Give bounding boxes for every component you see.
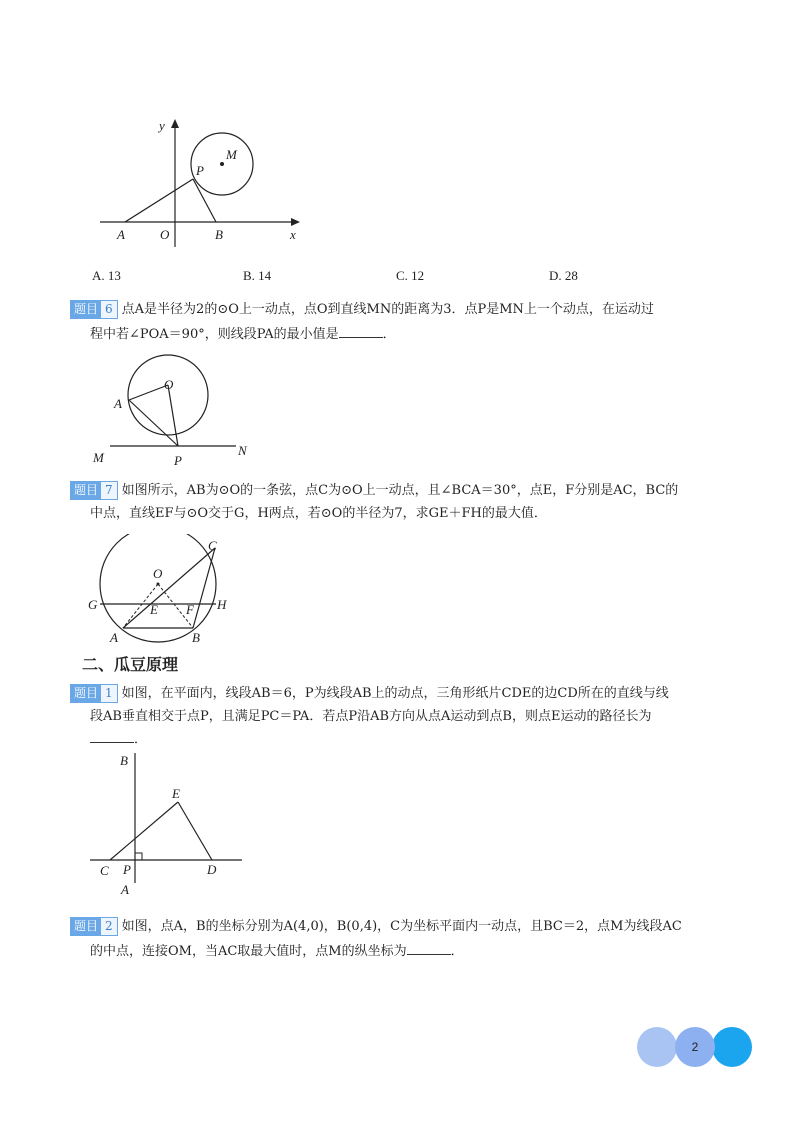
answer-blank[interactable] [90,728,134,743]
question-badge: 题目 7 [70,481,118,500]
label-a: A [110,630,118,645]
question-7-line1: 如图所示，AB为⊙O的一条弦，点C为⊙O上一动点，且∠BCA＝30°，点E，F分别是AC，BC的 [121,483,679,498]
label-m: M [226,147,237,162]
question-2 [70,916,740,938]
label-p: P [123,862,131,877]
question-badge: 题目 1 [70,684,118,703]
label-b: B [192,630,200,645]
question-7 [70,480,740,502]
option-b[interactable]: B. 14 [243,268,272,283]
label-e: E [172,786,180,801]
question-badge: 题目 6 [70,300,118,319]
label-o: O [153,566,163,581]
label-e: E [150,602,158,617]
option-a[interactable]: A. 13 [92,268,121,283]
question-1 [70,683,740,705]
option-d[interactable]: D. 28 [549,268,578,283]
label-c: C [100,863,109,878]
question-1-line2: 段AB垂直相交于点P，且满足PC＝PA．若点P沿AB方向从点A运动到点B，则点E运动的路径长为 [90,709,652,724]
answer-blank[interactable] [407,940,451,955]
label-p: P [196,163,204,178]
question-6-line2: 程中若∠POA＝90°，则线段PA的最小值是 [90,327,339,342]
page-circle-left [637,1027,677,1067]
label-a: A [114,396,122,411]
question-1-line3: ． [90,728,147,751]
page-number-circle [675,1027,715,1067]
figure-q7 [85,534,235,646]
label-o: O [164,377,174,392]
label-a: A [117,227,125,242]
figure-circle-m [95,112,310,252]
label-c: C [208,538,217,553]
page-circle-right [712,1027,752,1067]
question-2-line2-wrap: 的中点，连接OM，当AC取最大值时，点M的纵坐标为 ． [90,940,464,963]
label-p: P [174,453,182,468]
question-2-line2: 的中点，连接OM，当AC取最大值时，点M的纵坐标为 [90,944,407,959]
question-1-line1: 如图，在平面内，线段AB＝6，P为线段AB上的动点，三角形纸片CDE的边CD所在的直线与线 [121,686,669,701]
answer-blank[interactable] [339,323,383,338]
label-n: N [238,443,247,458]
label-x: x [290,227,296,242]
question-6-line2-wrap: 程中若∠POA＝90°，则线段PA的最小值是 ． [90,323,396,346]
section-heading: 二、瓜豆原理 [82,655,179,674]
question-badge: 题目 2 [70,917,118,936]
label-d: D [207,862,217,877]
option-c[interactable]: C. 12 [396,268,425,283]
label-g: G [88,597,98,612]
label-a: A [121,882,129,897]
label-h: H [217,597,227,612]
question-6-line1: 点A是半径为2的⊙O上一动点，点O到直线MN的距离为3．点P是MN上一个动点，在运动过 [121,302,654,317]
label-o: O [160,227,170,242]
label-y: y [159,118,165,133]
figure-q6 [88,345,263,470]
figure-q1 [90,748,250,903]
label-f: F [186,602,194,617]
label-m: M [93,450,104,465]
question-7-line2: 中点，直线EF与⊙O交于G，H两点，若⊙O的半径为7，求GE＋FH的最大值． [90,506,547,521]
question-2-line1: 如图，点A，B的坐标分别为A(4,0)，B(0,4)，C为坐标平面内一动点，且BC＝2，点M为线段AC [121,919,682,934]
page-number: 2 [691,1040,699,1054]
label-b: B [120,753,128,768]
question-6 [70,299,730,321]
label-b: B [215,227,223,242]
